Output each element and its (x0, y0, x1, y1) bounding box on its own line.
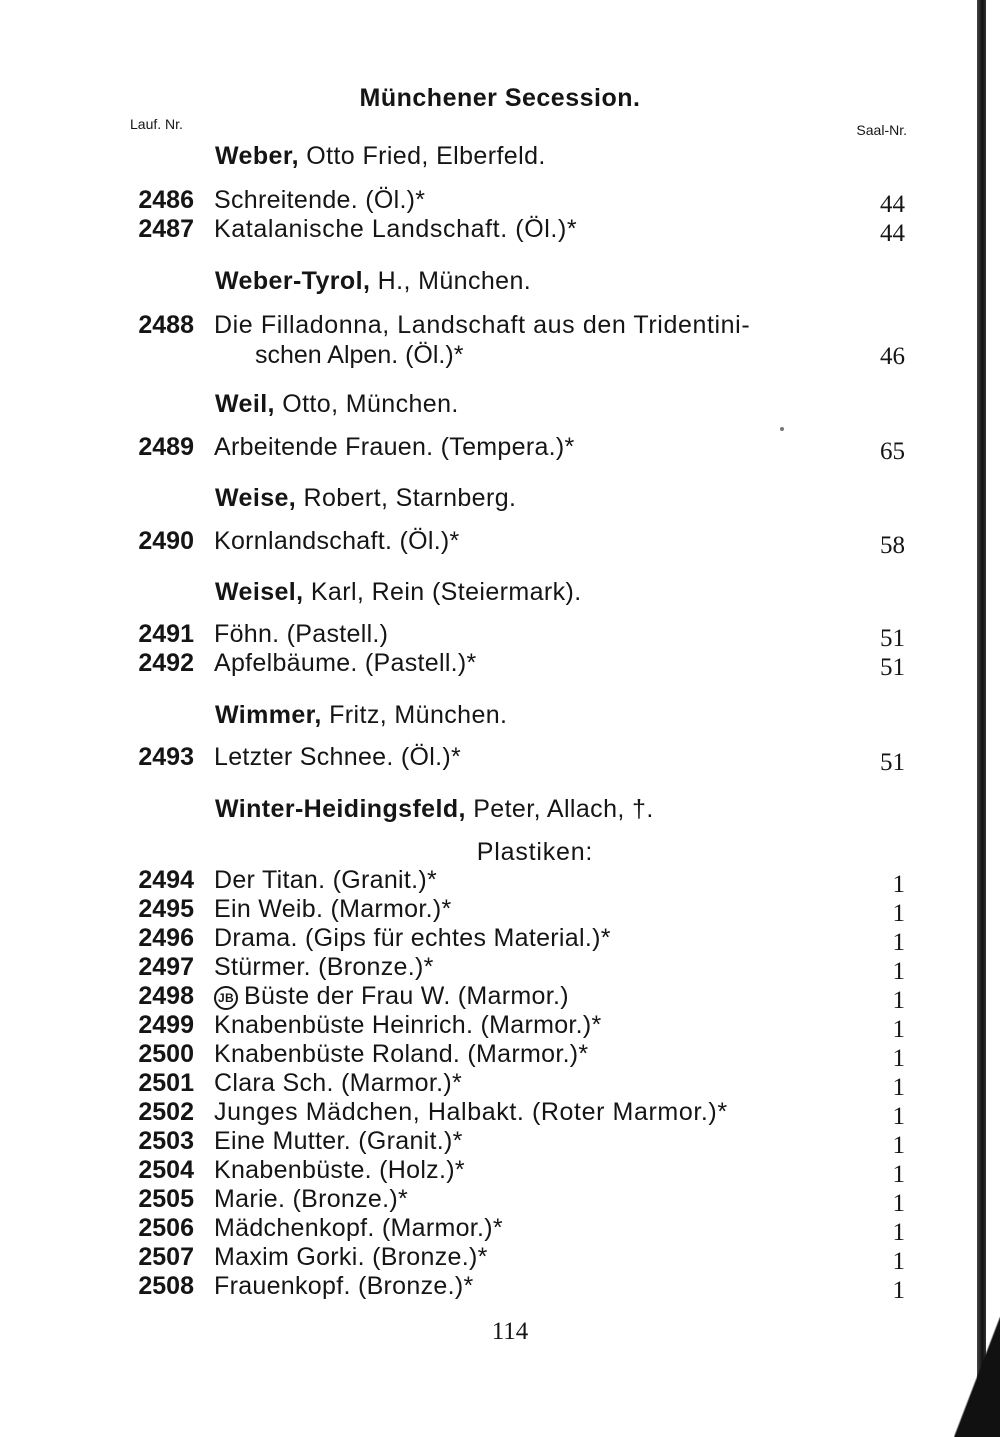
entry-room: 46 (880, 343, 905, 370)
artist-name: Weber-Tyrol, (215, 267, 371, 295)
entry-title: Die Filladonna, Landschaft aus den Tridentini- (214, 311, 751, 339)
entry-number: 2495 (138, 895, 194, 923)
entry-number: 2503 (138, 1127, 194, 1155)
entry-title: Clara Sch. (Marmor.)* (214, 1069, 463, 1097)
entry-number: 2492 (138, 649, 194, 677)
entry-title: Arbeitende Frauen. (Tempera.)* (214, 433, 575, 461)
entry-room: 1 (892, 900, 905, 927)
entry-room: 44 (880, 191, 905, 218)
artist-name: Wimmer, (215, 701, 322, 729)
entry-number: 2497 (138, 953, 194, 981)
entry-number: 2505 (138, 1185, 194, 1213)
entry-title: Büste der Frau W. (Marmor.) (244, 982, 569, 1010)
artist-details: Robert, Starnberg. (296, 484, 517, 512)
entry-number: 2496 (138, 924, 194, 952)
entry-number: 2491 (138, 620, 194, 648)
catalog-entry (0, 1040, 1000, 1070)
entry-number: 2500 (138, 1040, 194, 1068)
entry-number: 2494 (138, 866, 194, 894)
catalog-entry (0, 924, 1000, 954)
catalog-entry (0, 743, 1000, 776)
catalog-entry (0, 982, 1000, 1012)
entry-room: 51 (880, 625, 905, 652)
catalog-entry (0, 895, 1000, 925)
entry-title: Drama. (Gips für echtes Material.)* (214, 924, 611, 952)
entry-number: 2506 (138, 1214, 194, 1242)
artist-heading (215, 484, 516, 513)
entry-title: Knabenbüste Heinrich. (Marmor.)* (214, 1011, 602, 1039)
column-header-saal-nr: Saal-Nr. (856, 122, 907, 138)
entry-number: 2508 (138, 1272, 194, 1300)
artist-heading (215, 578, 582, 607)
catalog-entry (0, 215, 1000, 245)
artist-heading (215, 701, 507, 730)
entry-number: 2502 (138, 1098, 194, 1126)
entry-number: 2504 (138, 1156, 194, 1184)
artist-details: Otto, München. (274, 390, 459, 418)
entry-title-with-mark (214, 982, 569, 1011)
entry-title: Katalanische Landschaft. (Öl.)* (214, 215, 578, 243)
catalog-entry (0, 1243, 1000, 1273)
entry-room: 1 (892, 1219, 905, 1246)
artist-details: Otto Fried, Elberfeld. (298, 142, 546, 170)
catalog-entry (0, 186, 1000, 216)
entry-title: Knabenbüste. (Holz.)* (214, 1156, 465, 1184)
entry-room: 1 (892, 1016, 905, 1043)
catalog-entry (0, 1011, 1000, 1041)
artist-name: Winter-Heidingsfeld, (215, 795, 466, 823)
entry-title: Der Titan. (Granit.)* (214, 866, 438, 894)
entry-number: 2488 (138, 311, 194, 339)
artist-heading (215, 142, 546, 171)
artist-heading (215, 795, 654, 824)
ink-speck (780, 427, 784, 431)
entry-number: 2493 (138, 743, 194, 771)
catalog-entry (0, 1069, 1000, 1099)
entry-title: Frauenkopf. (Bronze.)* (214, 1272, 474, 1300)
entry-title: Eine Mutter. (Granit.)* (214, 1127, 463, 1155)
entry-room: 1 (892, 958, 905, 985)
entry-room: 65 (880, 438, 905, 465)
entry-title: Letzter Schnee. (Öl.)* (214, 743, 461, 771)
entry-title: Apfelbäume. (Pastell.)* (214, 649, 477, 677)
entry-title: Stürmer. (Bronze.)* (214, 953, 434, 981)
catalog-entry (0, 1214, 1000, 1244)
entry-room: 1 (892, 1161, 905, 1188)
entry-title: Mädchenkopf. (Marmor.)* (214, 1214, 503, 1242)
entry-title: Ein Weib. (Marmor.)* (214, 895, 452, 923)
entry-number: 2487 (138, 215, 194, 243)
entry-room: 51 (880, 654, 905, 681)
artist-heading (215, 267, 531, 296)
entry-room: 1 (892, 871, 905, 898)
entry-title-continuation: schen Alpen. (Öl.)* (255, 341, 464, 369)
entry-room: 1 (892, 1103, 905, 1130)
entry-number: 2489 (138, 433, 194, 461)
artist-name: Weise, (215, 484, 297, 512)
catalog-entry (0, 649, 1000, 679)
artist-details: Peter, Allach, †. (465, 795, 654, 823)
entry-number: 2507 (138, 1243, 194, 1271)
catalog-entry (0, 1156, 1000, 1186)
artist-details: H., München. (370, 267, 532, 295)
circled-mark-icon: JB (214, 986, 238, 1010)
section-subheading: Plastiken: (476, 838, 594, 866)
catalog-entry (0, 311, 1000, 341)
catalog-entry (0, 527, 1000, 557)
catalog-entry (0, 1272, 1000, 1302)
catalog-entry (0, 620, 1000, 650)
entry-title: Marie. (Bronze.)* (214, 1185, 409, 1213)
entry-title: Föhn. (Pastell.) (214, 620, 389, 648)
entry-room: 1 (892, 1074, 905, 1101)
entry-room: 44 (880, 220, 905, 247)
catalog-entry (0, 953, 1000, 983)
artist-details: Karl, Rein (Steiermark). (303, 578, 582, 606)
page-number: 114 (491, 1318, 529, 1345)
entry-room: 1 (892, 1248, 905, 1275)
catalog-entry (0, 866, 1000, 896)
artist-details: Fritz, München. (321, 701, 508, 729)
entry-number: 2490 (138, 527, 194, 555)
entry-room: 1 (892, 1277, 905, 1304)
artist-name: Weisel, (215, 578, 304, 606)
entry-number: 2499 (138, 1011, 194, 1039)
entry-room: 1 (892, 1045, 905, 1072)
catalog-entry (0, 1127, 1000, 1157)
artist-name: Weil, (215, 390, 275, 418)
entry-room: 51 (880, 749, 905, 776)
entry-room: 58 (880, 532, 905, 559)
entry-title: Knabenbüste Roland. (Marmor.)* (214, 1040, 589, 1068)
page-title: Münchener Secession. (359, 84, 641, 112)
entry-room: 1 (892, 1190, 905, 1217)
artist-name: Weber, (215, 142, 299, 170)
entry-room: 1 (892, 1132, 905, 1159)
entry-title: Maxim Gorki. (Bronze.)* (214, 1243, 488, 1271)
catalog-entry (0, 1185, 1000, 1215)
entry-number: 2486 (138, 186, 194, 214)
entry-number: 2501 (138, 1069, 194, 1097)
entry-title: Schreitende. (Öl.)* (214, 186, 426, 214)
artist-heading (215, 390, 459, 419)
catalog-entry-continuation (0, 341, 1000, 371)
entry-number: 2498 (138, 982, 194, 1010)
entry-room: 1 (892, 929, 905, 956)
column-header-lauf-nr: Lauf. Nr. (130, 116, 183, 132)
entry-title: Kornlandschaft. (Öl.)* (214, 527, 460, 555)
entry-title: Junges Mädchen, Halbakt. (Roter Marmor.)* (214, 1098, 728, 1126)
catalog-entry (0, 1098, 1000, 1128)
catalog-entry (0, 433, 1000, 463)
entry-room: 1 (892, 987, 905, 1014)
